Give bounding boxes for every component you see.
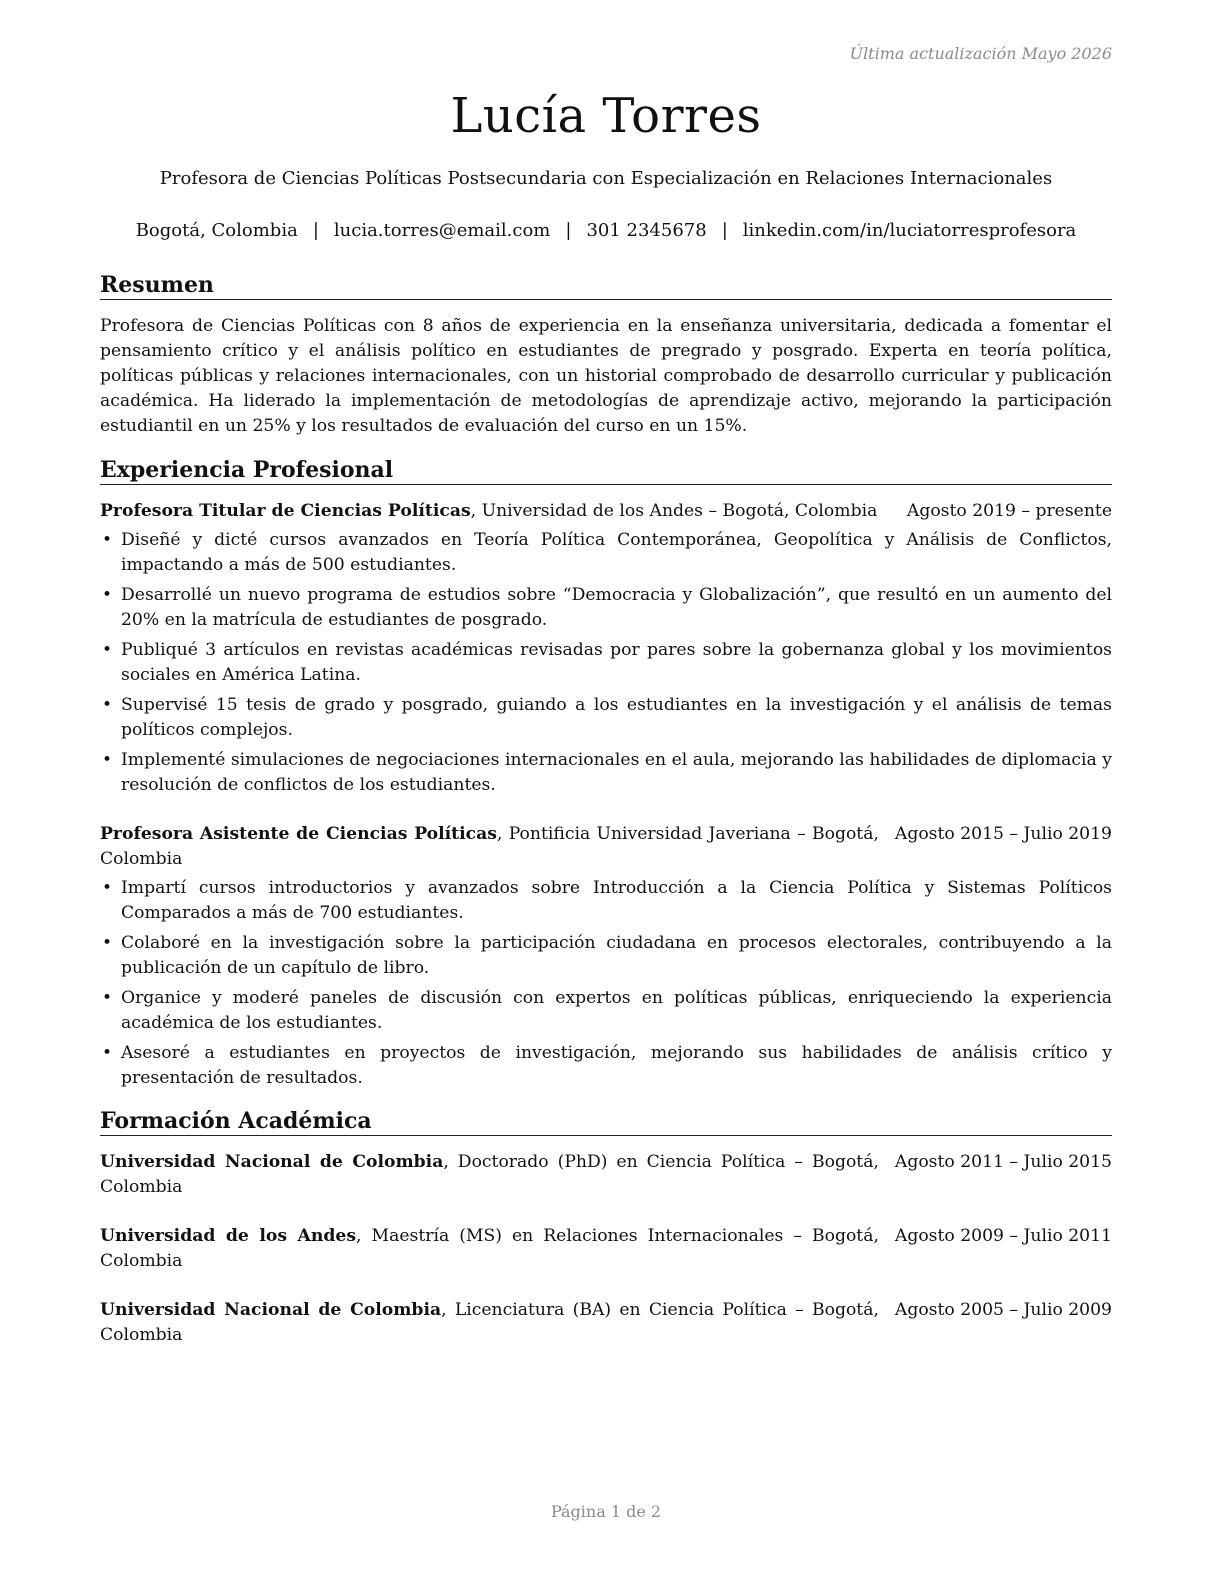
- list-item: • Desarrollé un nuevo programa de estudios sobre “Democracia y Globalización”, que resultó en un aumento del 20% en la matrícula de estudiantes de posgrado.: [100, 583, 1112, 633]
- job-entry: [100, 499, 1112, 803]
- list-item: • Supervisé 15 tesis de grado y posgrado, guiando a los estudiantes en la investigación y el análisis de temas políticos complejos.: [100, 693, 1112, 743]
- contact-separator: |: [721, 220, 728, 241]
- contact-line: [100, 220, 1112, 241]
- education-school: Universidad de los Andes: [100, 1226, 357, 1246]
- contact-email[interactable]: lucia.torres@email.com: [333, 220, 551, 241]
- contact-location: Bogotá, Colombia: [135, 220, 298, 241]
- education-detail: , Licenciatura (BA) en Ciencia Política – Bogotá, Colombia: [100, 1300, 879, 1345]
- job-organization: , Pontificia Universidad Javeriana – Bogotá, Colombia: [100, 824, 879, 869]
- list-item: • Organice y moderé paneles de discusión con expertos en políticas públicas, enriqueciendo la experiencia académica de los estudiantes.: [100, 986, 1112, 1036]
- contact-separator: |: [312, 220, 319, 241]
- education-title-line: [100, 1150, 879, 1200]
- job-title-line: [100, 499, 891, 524]
- education-entry: [100, 1298, 1112, 1348]
- last-updated: Última actualización Mayo 2026: [849, 44, 1112, 63]
- education-dates: Agosto 2011 – Julio 2015: [894, 1152, 1112, 1172]
- education-header: [100, 1298, 1112, 1348]
- job-title-line: [100, 822, 879, 872]
- job-header: [100, 499, 1112, 524]
- education-entry: [100, 1224, 1112, 1274]
- job-header: [100, 822, 1112, 872]
- section-heading-education: Formación Académica: [100, 1108, 1112, 1136]
- list-item: • Asesoré a estudiantes en proyectos de investigación, mejorando sus habilidades de análisis crítico y presentación de resultados.: [100, 1041, 1112, 1091]
- section-heading-experience: Experiencia Profesional: [100, 457, 1112, 485]
- job-entry: [100, 822, 1112, 1096]
- candidate-subtitle: Profesora de Ciencias Políticas Postsecundaria con Especialización en Relaciones Internacionales: [159, 168, 1053, 189]
- job-title: Profesora Titular de Ciencias Políticas: [100, 501, 471, 521]
- education-header: [100, 1150, 1112, 1200]
- education-entry: [100, 1150, 1112, 1200]
- contact-separator: |: [565, 220, 572, 241]
- resume-page: [100, 0, 1112, 1584]
- education-detail: , Maestría (MS) en Relaciones Internacionales – Bogotá, Colombia: [100, 1226, 879, 1271]
- education-dates: Agosto 2005 – Julio 2009: [894, 1300, 1112, 1320]
- list-item: • Colaboré en la investigación sobre la participación ciudadana en procesos electorales, contribuyendo a la publicación de un capítulo de libro.: [100, 931, 1112, 981]
- list-item: • Implementé simulaciones de negociaciones internacionales en el aula, mejorando las habilidades de diplomacia y resolución de conflictos de los estudiantes.: [100, 748, 1112, 798]
- contact-linkedin[interactable]: linkedin.com/in/luciatorresprofesora: [742, 220, 1077, 241]
- education-dates: Agosto 2009 – Julio 2011: [894, 1226, 1112, 1246]
- job-dates: Agosto 2015 – Julio 2019: [894, 824, 1112, 844]
- summary-text: Profesora de Ciencias Políticas con 8 años de experiencia en la enseñanza universitaria, dedicada a fomentar el pensamiento crítico y el análisis político en estudiantes de pregrado y posgrado. Experta en teoría política, políticas públicas y relaciones internacionales, con un historial comprobado de desarrollo curricular y publicación académica. Ha liderado la implementación de metodologías de aprendizaje activo, mejorando la participación estudiantil en un 25% y los resultados de evaluación del curso en un 15%.: [100, 316, 1112, 436]
- list-item: • Impartí cursos introductorios y avanzados sobre Introducción a la Ciencia Política y Sistemas Políticos Comparados a más de 700 estudiantes.: [100, 876, 1112, 926]
- contact-phone: 301 2345678: [586, 220, 707, 241]
- education-school: Universidad Nacional de Colombia: [100, 1300, 442, 1320]
- job-bullets: [100, 876, 1112, 1091]
- education-title-line: [100, 1224, 879, 1274]
- list-item: • Publiqué 3 artículos en revistas académicas revisadas por pares sobre la gobernanza global y los movimientos sociales en América Latina.: [100, 638, 1112, 688]
- education-header: [100, 1224, 1112, 1274]
- candidate-name: Lucía Torres: [450, 88, 762, 144]
- page-number: Página 1 de 2: [550, 1502, 662, 1521]
- job-title: Profesora Asistente de Ciencias Políticas: [100, 824, 497, 844]
- job-dates: Agosto 2019 – presente: [906, 501, 1112, 521]
- job-organization: , Universidad de los Andes – Bogotá, Colombia: [470, 501, 878, 521]
- education-title-line: [100, 1298, 879, 1348]
- education-school: Universidad Nacional de Colombia: [100, 1152, 444, 1172]
- job-bullets: [100, 528, 1112, 798]
- list-item: • Diseñé y dicté cursos avanzados en Teoría Política Contemporánea, Geopolítica y Análisis de Conflictos, impactando a más de 500 estudiantes.: [100, 528, 1112, 578]
- education-detail: , Doctorado (PhD) en Ciencia Política – Bogotá, Colombia: [100, 1152, 879, 1197]
- section-heading-summary: Resumen: [100, 272, 1112, 300]
